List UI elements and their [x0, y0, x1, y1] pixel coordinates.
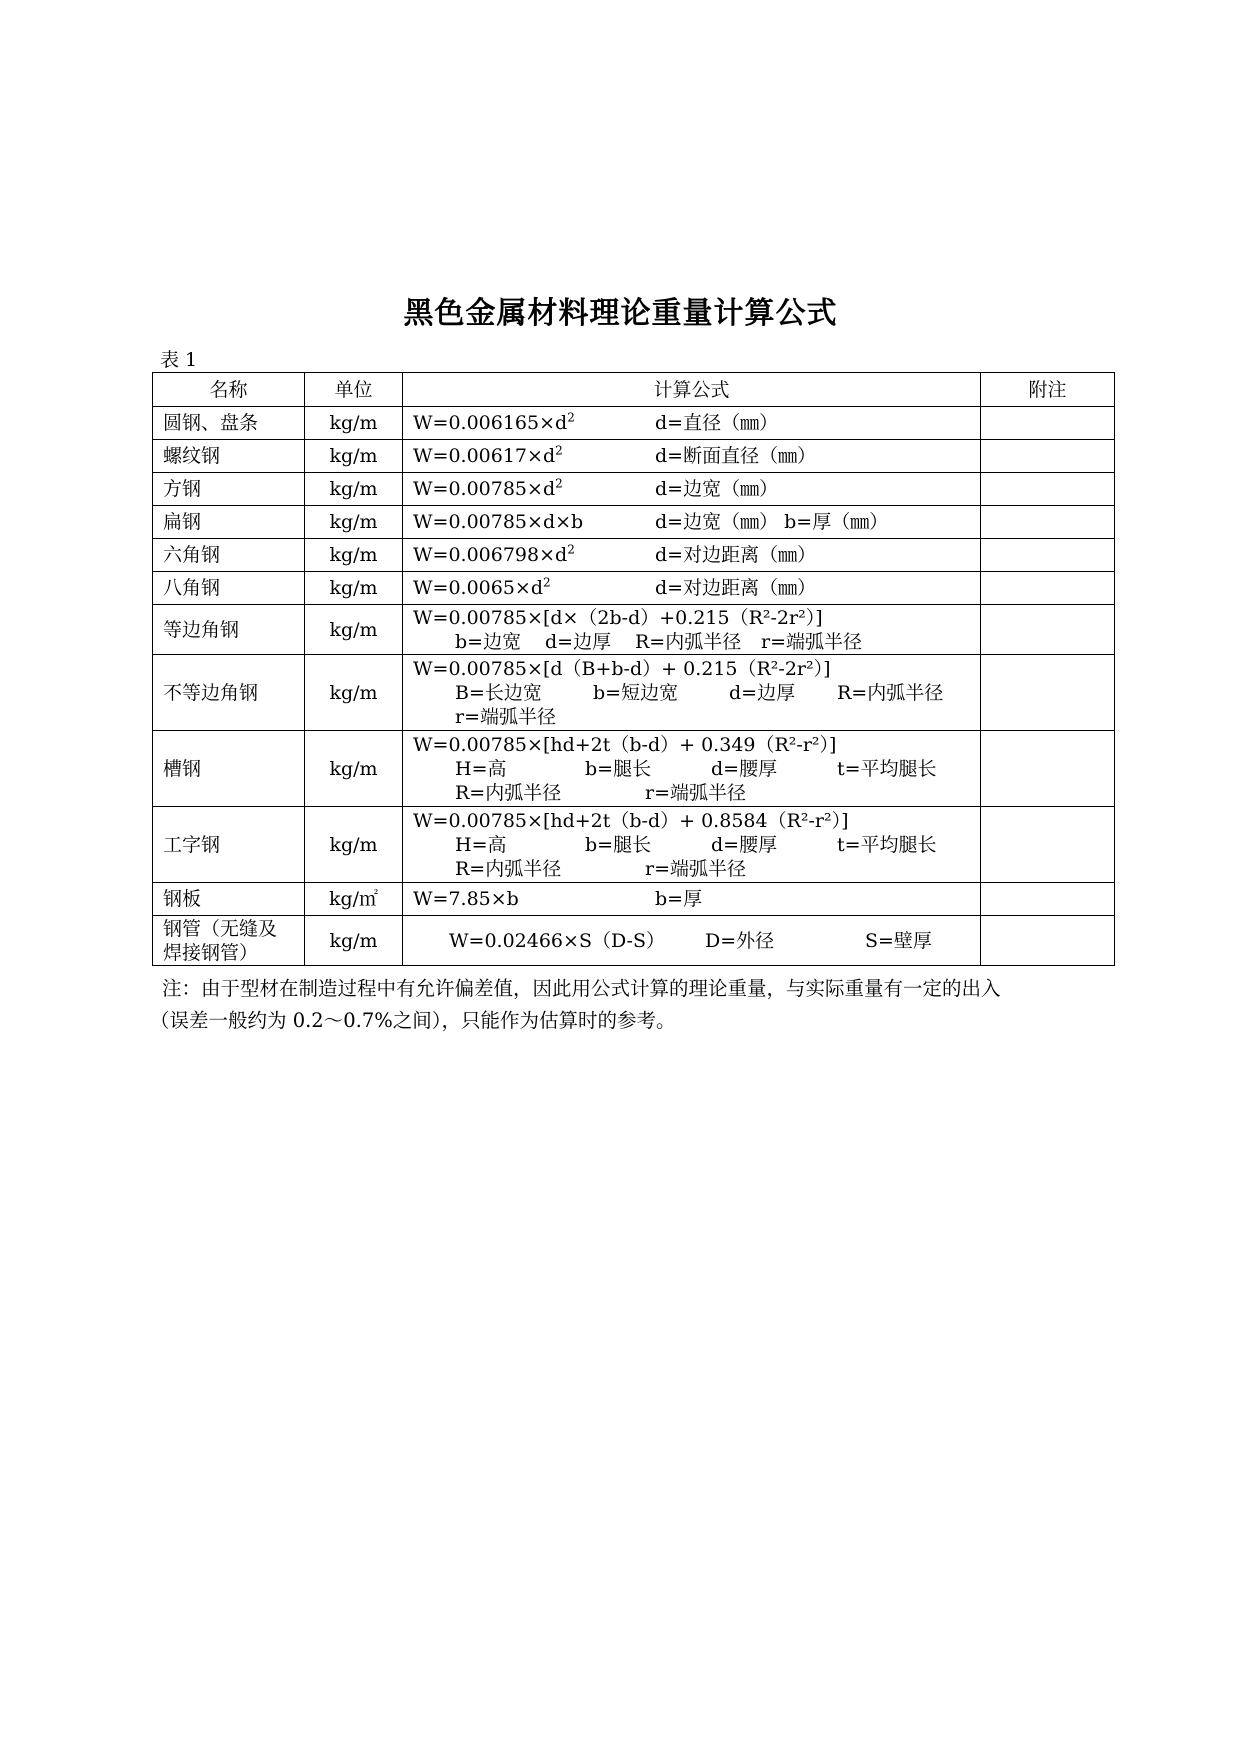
param: R=内弧半径 [837, 681, 944, 704]
row-name: 圆钢、盘条 [153, 407, 305, 440]
formula-text: W=0.02466×S（D-S） [449, 929, 665, 952]
row-formula [403, 506, 981, 539]
table-row [153, 572, 1115, 605]
row-unit: kg/m [305, 807, 403, 883]
row-unit: kg/m [305, 572, 403, 605]
row-name [153, 916, 305, 966]
table-row [153, 407, 1115, 440]
table-label: 表 1 [160, 349, 198, 371]
param: b=腿长 [585, 757, 652, 780]
formula-text: W=0.00785×d×b [413, 511, 584, 533]
row-unit: kg/m [305, 539, 403, 572]
param: H=高 [455, 757, 507, 780]
row-remark [981, 916, 1115, 966]
row-unit: kg/m [305, 655, 403, 731]
formula-exponent: 2 [543, 575, 551, 590]
row-formula [403, 473, 981, 506]
formula-text: W=0.00785×d [413, 478, 556, 500]
row-formula [403, 807, 981, 883]
row-formula [403, 655, 981, 731]
footnote-line: 注：由于型材在制造过程中有允许偏差值，因此用公式计算的理论重量，与实际重量有一定的出入 [162, 977, 1001, 1000]
formula-description: d=对边距离（㎜） [655, 577, 817, 599]
row-unit: kg/m [305, 506, 403, 539]
formula-description: d=边宽（㎜） b=厚（㎜） [655, 511, 889, 533]
row-name-line: 焊接钢管） [163, 941, 259, 964]
formula-parameters [413, 681, 970, 705]
formula-exponent: 2 [567, 542, 575, 557]
row-name: 不等边角钢 [153, 655, 305, 731]
table-row [153, 655, 1115, 731]
row-unit: kg/m [305, 731, 403, 807]
param: r=端弧半径 [455, 705, 557, 728]
param: d=腰厚 [711, 757, 778, 780]
row-remark [981, 473, 1115, 506]
row-name: 六角钢 [153, 539, 305, 572]
formula-text: W=7.85×b [413, 888, 519, 910]
formula-parameters [413, 757, 970, 781]
row-formula [403, 539, 981, 572]
table-row [153, 506, 1115, 539]
row-formula [403, 440, 981, 473]
formula-text: W=0.00785×[d（B+b-d）+ 0.215（R²-2r²）] [413, 657, 831, 680]
header-name: 名称 [153, 373, 305, 407]
param: R=内弧半径 [455, 781, 562, 804]
param: b=腿长 [585, 833, 652, 856]
param: r=端弧半径 [761, 630, 863, 653]
row-remark [981, 506, 1115, 539]
formula-parameters [413, 833, 970, 857]
formula-description: b=厚 [655, 888, 703, 910]
row-remark [981, 731, 1115, 807]
table-row [153, 440, 1115, 473]
formula-description: d=边宽（㎜） [655, 478, 779, 500]
formula-table [152, 372, 1115, 966]
row-formula [403, 883, 981, 916]
formula-text: W=0.00617×d [413, 445, 556, 467]
row-remark [981, 655, 1115, 731]
formula-description: d=对边距离（㎜） [655, 544, 817, 566]
header-remark: 附注 [981, 373, 1115, 407]
formula-description: d=断面直径（㎜） [655, 445, 817, 467]
table-row [153, 731, 1115, 807]
param: R=内弧半径 [635, 630, 742, 653]
param: t=平均腿长 [837, 833, 937, 856]
formula-exponent: 2 [567, 410, 575, 425]
row-name: 等边角钢 [153, 605, 305, 655]
row-formula [403, 572, 981, 605]
row-name: 螺纹钢 [153, 440, 305, 473]
param: r=端弧半径 [645, 781, 747, 804]
formula-description: d=直径（㎜） [655, 412, 779, 434]
row-formula [403, 407, 981, 440]
param: b=短边宽 [593, 681, 679, 704]
formula-parameters [413, 857, 970, 881]
row-unit: kg/m [305, 605, 403, 655]
param: r=端弧半径 [645, 857, 747, 880]
table-row [153, 473, 1115, 506]
formula-text: W=0.00785×[d×（2b-d）+0.215（R²-2r²）] [413, 606, 823, 629]
row-remark [981, 883, 1115, 916]
formula-parameters [413, 705, 970, 729]
table-row [153, 883, 1115, 916]
row-formula [403, 605, 981, 655]
param: d=边厚 [729, 681, 796, 704]
formula-text: W=0.006798×d [413, 544, 568, 566]
table-row [153, 916, 1115, 966]
table-header-row [153, 373, 1115, 407]
formula-parameters [413, 630, 970, 654]
row-name: 钢板 [153, 883, 305, 916]
param: b=边宽 [455, 630, 522, 653]
row-name: 槽钢 [153, 731, 305, 807]
param: d=腰厚 [711, 833, 778, 856]
formula-text: W=0.006165×d [413, 412, 568, 434]
formula-text: W=0.0065×d [413, 577, 544, 599]
row-unit: kg/m [305, 473, 403, 506]
row-formula [403, 916, 981, 966]
param: d=边厚 [545, 630, 612, 653]
param: t=平均腿长 [837, 757, 937, 780]
row-unit: kg/m [305, 916, 403, 966]
table-row [153, 539, 1115, 572]
footnote [150, 973, 1110, 1037]
footnote-line: （误差一般约为 0.2～0.7%之间），只能作为估算时的参考。 [150, 1009, 676, 1032]
formula-exponent: 2 [555, 443, 563, 458]
row-remark [981, 539, 1115, 572]
row-remark [981, 807, 1115, 883]
row-unit: kg/㎡ [305, 883, 403, 916]
param: H=高 [455, 833, 507, 856]
row-remark [981, 605, 1115, 655]
row-remark [981, 440, 1115, 473]
formula-text: W=0.00785×[hd+2t（b-d）+ 0.349（R²-r²）] [413, 733, 837, 756]
row-name: 方钢 [153, 473, 305, 506]
header-formula: 计算公式 [403, 373, 981, 407]
param: B=长边宽 [455, 681, 542, 704]
formula-exponent: 2 [555, 476, 563, 491]
formula-parameters [413, 781, 970, 805]
formula-text: W=0.00785×[hd+2t（b-d）+ 0.8584（R²-r²）] [413, 809, 849, 832]
table-row [153, 605, 1115, 655]
row-name-line: 钢管（无缝及 [163, 917, 278, 940]
row-remark [981, 407, 1115, 440]
param: R=内弧半径 [455, 857, 562, 880]
row-unit: kg/m [305, 440, 403, 473]
header-unit: 单位 [305, 373, 403, 407]
table-row [153, 807, 1115, 883]
row-remark [981, 572, 1115, 605]
row-name: 八角钢 [153, 572, 305, 605]
document-title: 黑色金属材料理论重量计算公式 [403, 296, 838, 331]
row-unit: kg/m [305, 407, 403, 440]
formula-description: S=壁厚 [865, 929, 932, 952]
formula-description: D=外径 [705, 929, 775, 952]
row-formula [403, 731, 981, 807]
row-name: 工字钢 [153, 807, 305, 883]
row-name: 扁钢 [153, 506, 305, 539]
